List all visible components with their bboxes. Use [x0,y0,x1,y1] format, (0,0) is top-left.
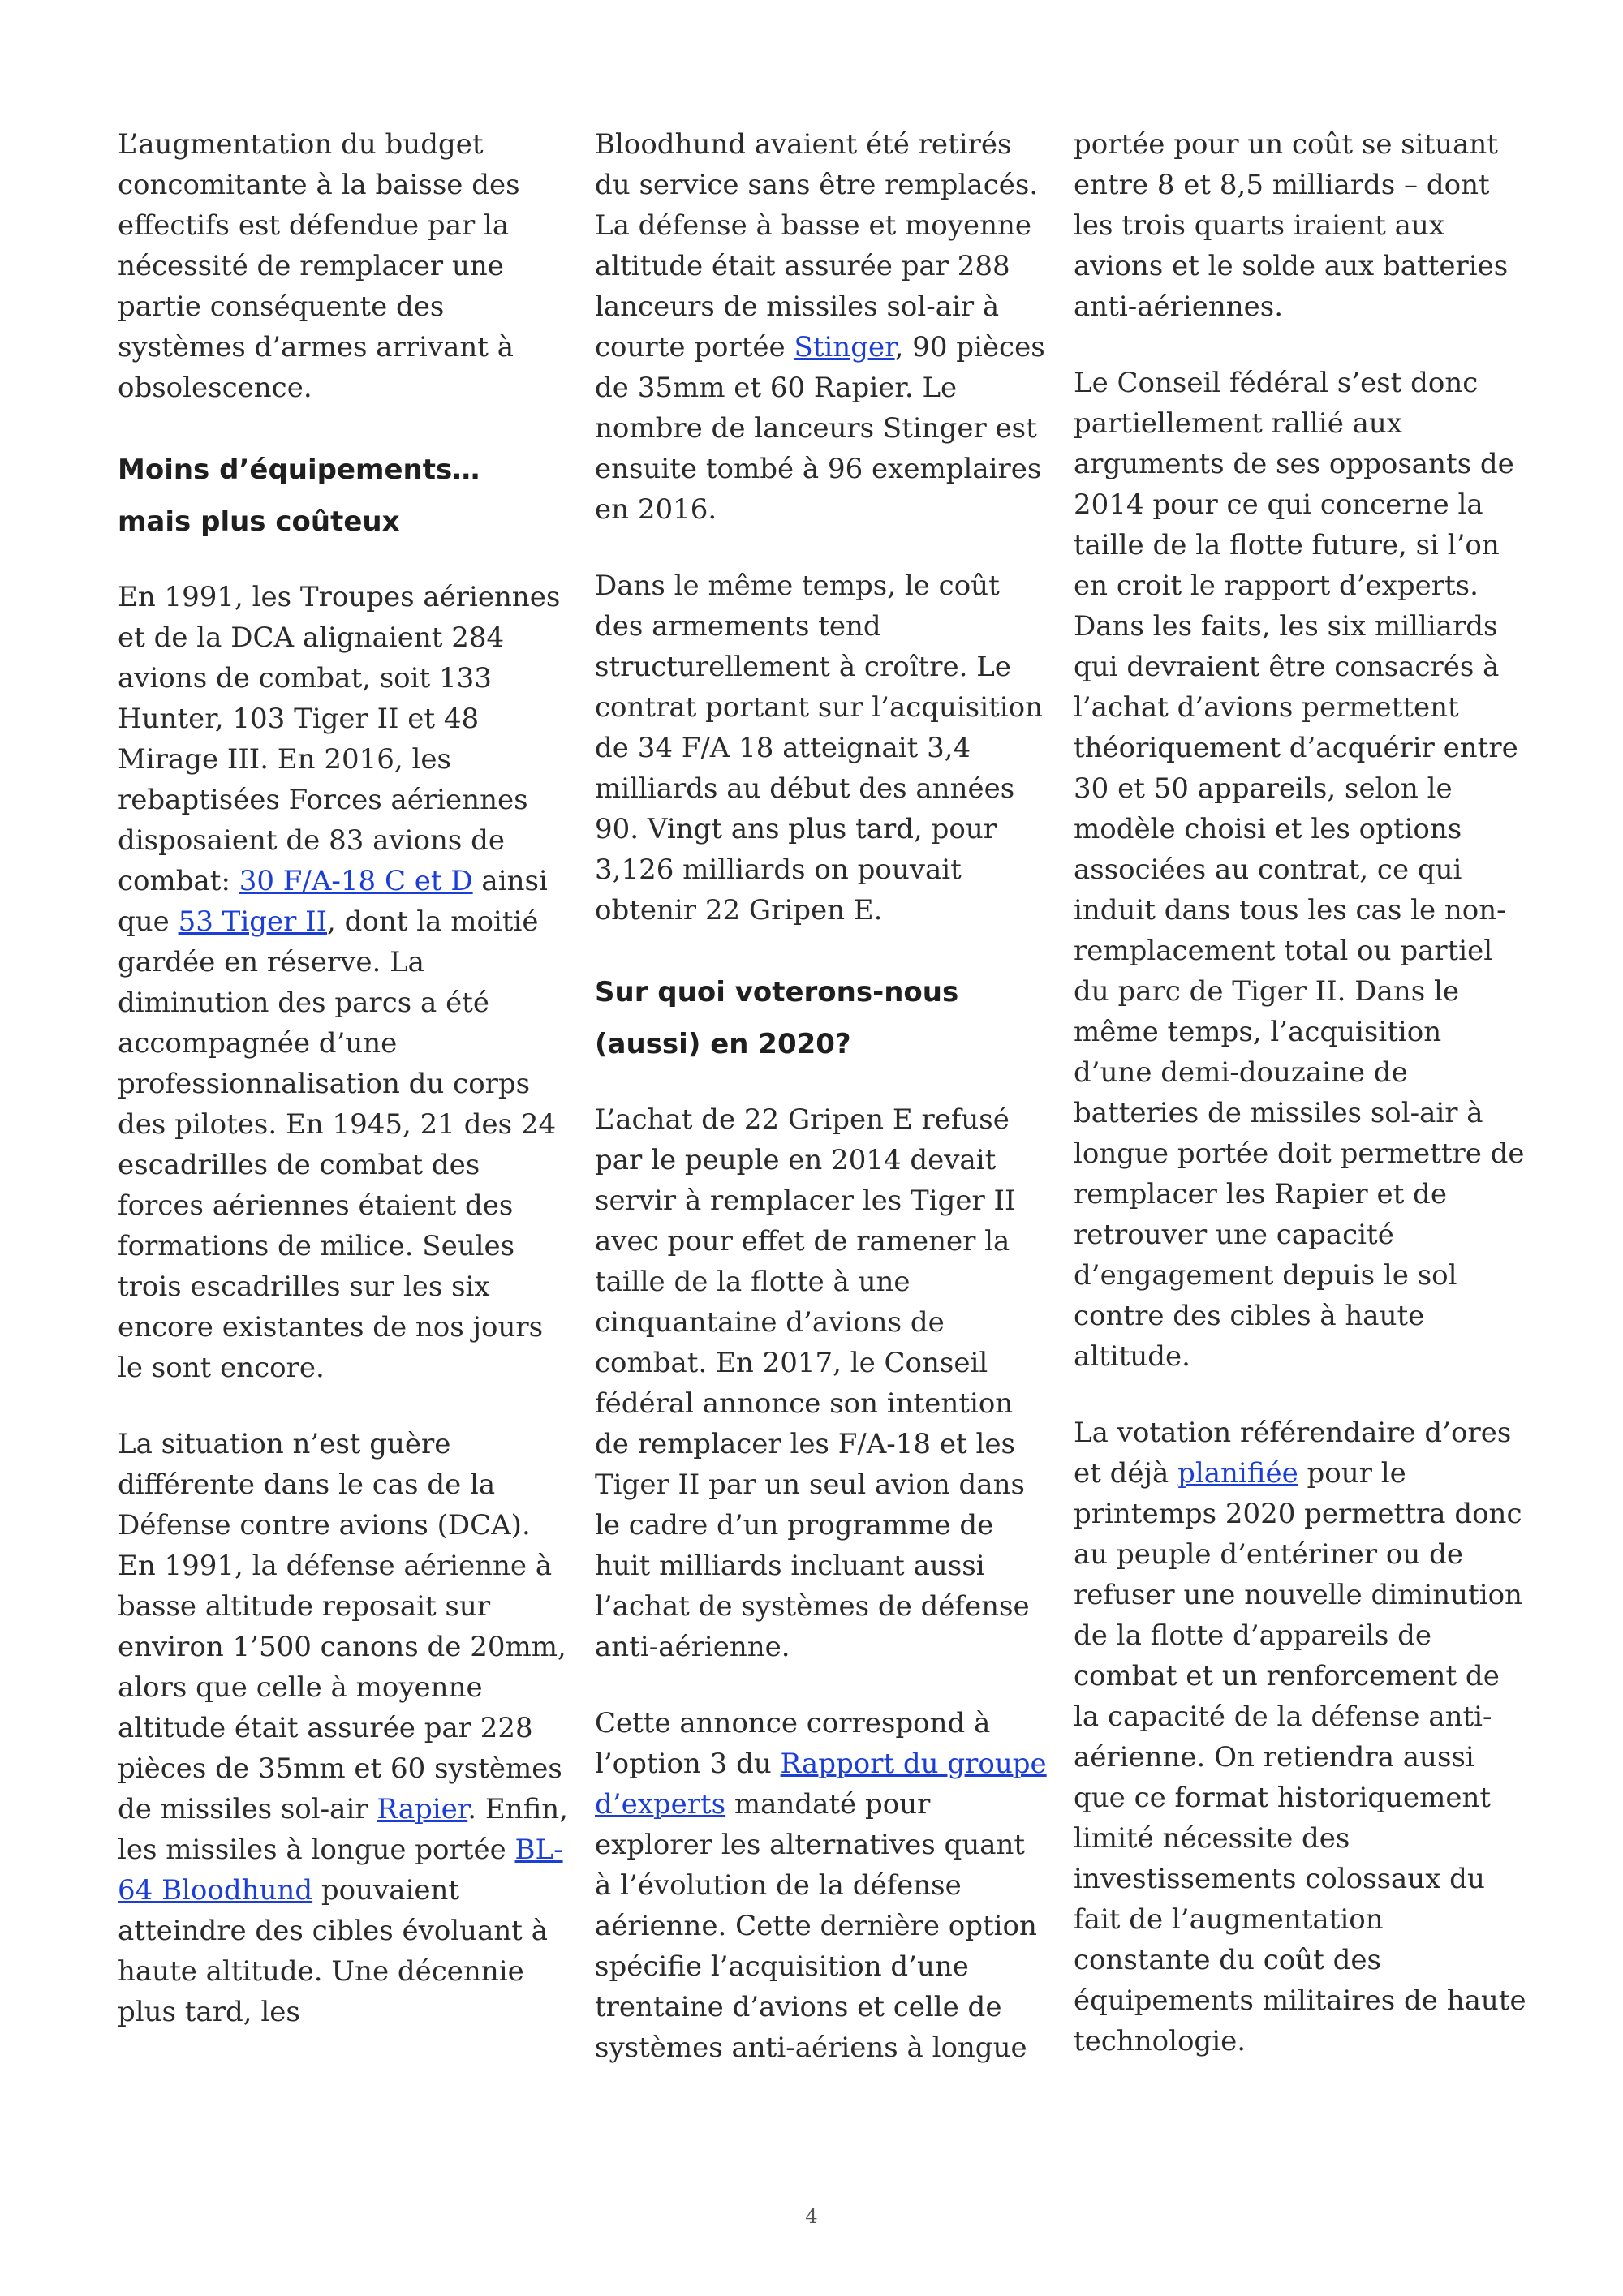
text-segment: La votation référendaire d’ores et déjà [1074,1417,1512,1490]
paragraph-conseil-federal: Le Conseil fédéral s’est donc partiellement rallié aux arguments de ses opposants de 2014 pour ce qui concerne la taille de la flotte future, si l’on en croit le rapport d’experts. Dans les faits, les six milliards qui devraient être consacrés à l’achat d’avions permettent théoriquement d’acquérir entre 30 et 50 appareils, selon le modèle choisi et les options associées au contrat, ce qui induit dans tous les cas le non-remplacement total ou partiel du parc de Tiger II. Dans le même temps, l’acquisition d’une demi-douzaine de batteries de missiles sol-air à longue portée doit permettre de remplacer les Rapier et de retrouver une capacité d’engagement depuis le sol contre des cibles à haute altitude. [1074,367,1525,1373]
link-stinger[interactable]: Stinger [794,331,895,363]
paragraph-troupes-aeriennes [118,577,572,1388]
link-rapport-experts[interactable]: Rapport du groupe d’experts [595,1748,1047,1821]
paragraph-option-3 [595,1703,1049,2068]
section-heading-votation [595,966,1049,1070]
text-segment: Bloodhund avaient été retirés du service sans être remplacés. La défense à basse et moyenne altitude était assurée par 288 lanceurs de missiles sol-air à courte portée [595,128,1039,363]
link-bloodhund[interactable]: BL-64 Bloodhund [118,1834,563,1907]
text-segment: pouvaient atteindre des cibles évoluant à haute altitude. Une décennie plus tard, les [118,1874,548,2028]
paragraph-gripen: L’achat de 22 Gripen E refusé par le peuple en 2014 devait servir à remplacer les Tiger II avec pour effet de ramener la taille de la flotte à une cinquantaine d’avions de combat. En 2017, le Conseil fédéral annonce son intention de remplacer les F/A-18 et les Tiger II par un seul avion dans le cadre d’un programme de huit milliards incluant aussi l’achat de systèmes de défense anti-aérienne. [595,1103,1030,1663]
column-2 [595,124,1049,2104]
page-number: 4 [805,2205,818,2228]
section-heading-equipements [118,444,572,548]
paragraph-budget: L’augmentation du budget concomitante à la baisse des effectifs est défendue par la nécessité de remplacer une partie conséquente des systèmes d’armes arrivant à obsolescence. [118,128,520,404]
paragraph-dca [118,1424,572,2032]
heading-line-1: Sur quoi voterons-nous [595,976,959,1008]
text-segment: , dont la moitié gardée en réserve. La diminution des parcs a été accompagnée d’une professionnalisation du corps des pilotes. En 1945, 21 des 24 escadrilles de combat des forces aériennes étaient des formations de milice. Seules trois escadrilles sur les six encore existantes de nos jours le sont encore. [118,905,557,1384]
link-planifiee[interactable]: planifiée [1177,1457,1298,1490]
text-segment: En 1991, les Troupes aériennes et de la DCA alignaient 284 avions de combat, soit 133 Hunter, 103 Tiger II et 48 Mirage III. En 2016, les rebaptisées Forces aériennes disposaient de 83 avions de combat: [118,581,561,897]
text-segment: pour le printemps 2020 permettra donc au peuple d’entériner ou de refuser une nouvelle diminution de la flotte d’appareils de combat et un renforcement de la capacité de la défense anti-aérienne. On retiendra aussi que ce format historiquement limité nécessite des investissements colossaux du fait de l’augmentation constante du coût des équipements militaires de haute technologie. [1074,1457,1526,2057]
link-rapier[interactable]: Rapier [377,1793,468,1825]
heading-line-2: mais plus coûteux [118,505,400,538]
link-fa18[interactable]: 30 F/A-18 C et D [239,865,473,897]
text-segment: mandaté pour explorer les alternatives quant à l’évolution de la défense aérienne. Cette dernière option spécifie l’acquisition d’une trentaine d’avions et celle de systèmes anti-aériens à longue [595,1788,1037,2064]
column-3 [1074,124,1528,2097]
paragraph-cout-armements: Dans le même temps, le coût des armements tend structurellement à croître. Le contrat portant sur l’acquisition de 34 F/A 18 atteignait 3,4 milliards au début des années 90. Vingt ans plus tard, pour 3,126 milliards on pouvait obtenir 22 Gripen E. [595,570,1044,927]
text-segment: La situation n’est guère différente dans le cas de la Défense contre avions (DCA). En 1991, la défense aérienne à basse altitude reposait sur environ 1’500 canons de 20mm, alors que celle à moyenne altitude était assurée par 228 pièces de 35mm et 60 systèmes de missiles sol-air [118,1428,566,1825]
text-segment: . Enfin, les missiles à longue portée [118,1793,568,1866]
heading-line-1: Moins d’équipements… [118,454,480,486]
paragraph-bloodhund [595,124,1049,530]
text-segment: ainsi que [118,865,548,938]
column-1 [118,124,572,2068]
text-segment: Cette annonce correspond à l’option 3 du [595,1707,991,1780]
paragraph-cout-milliards: portée pour un coût se situant entre 8 et 8,5 milliards – dont les trois quarts iraient aux avions et le solde aux batteries anti-aériennes. [1074,128,1509,323]
text-segment: , 90 pièces de 35mm et 60 Rapier. Le nombre de lanceurs Stinger est ensuite tombé à 96 exemplaires en 2016. [595,331,1045,526]
heading-line-2: (aussi) en 2020? [595,1028,851,1060]
paragraph-votation-referendaire [1074,1412,1528,2062]
link-tiger-ii[interactable]: 53 Tiger II [178,905,328,938]
